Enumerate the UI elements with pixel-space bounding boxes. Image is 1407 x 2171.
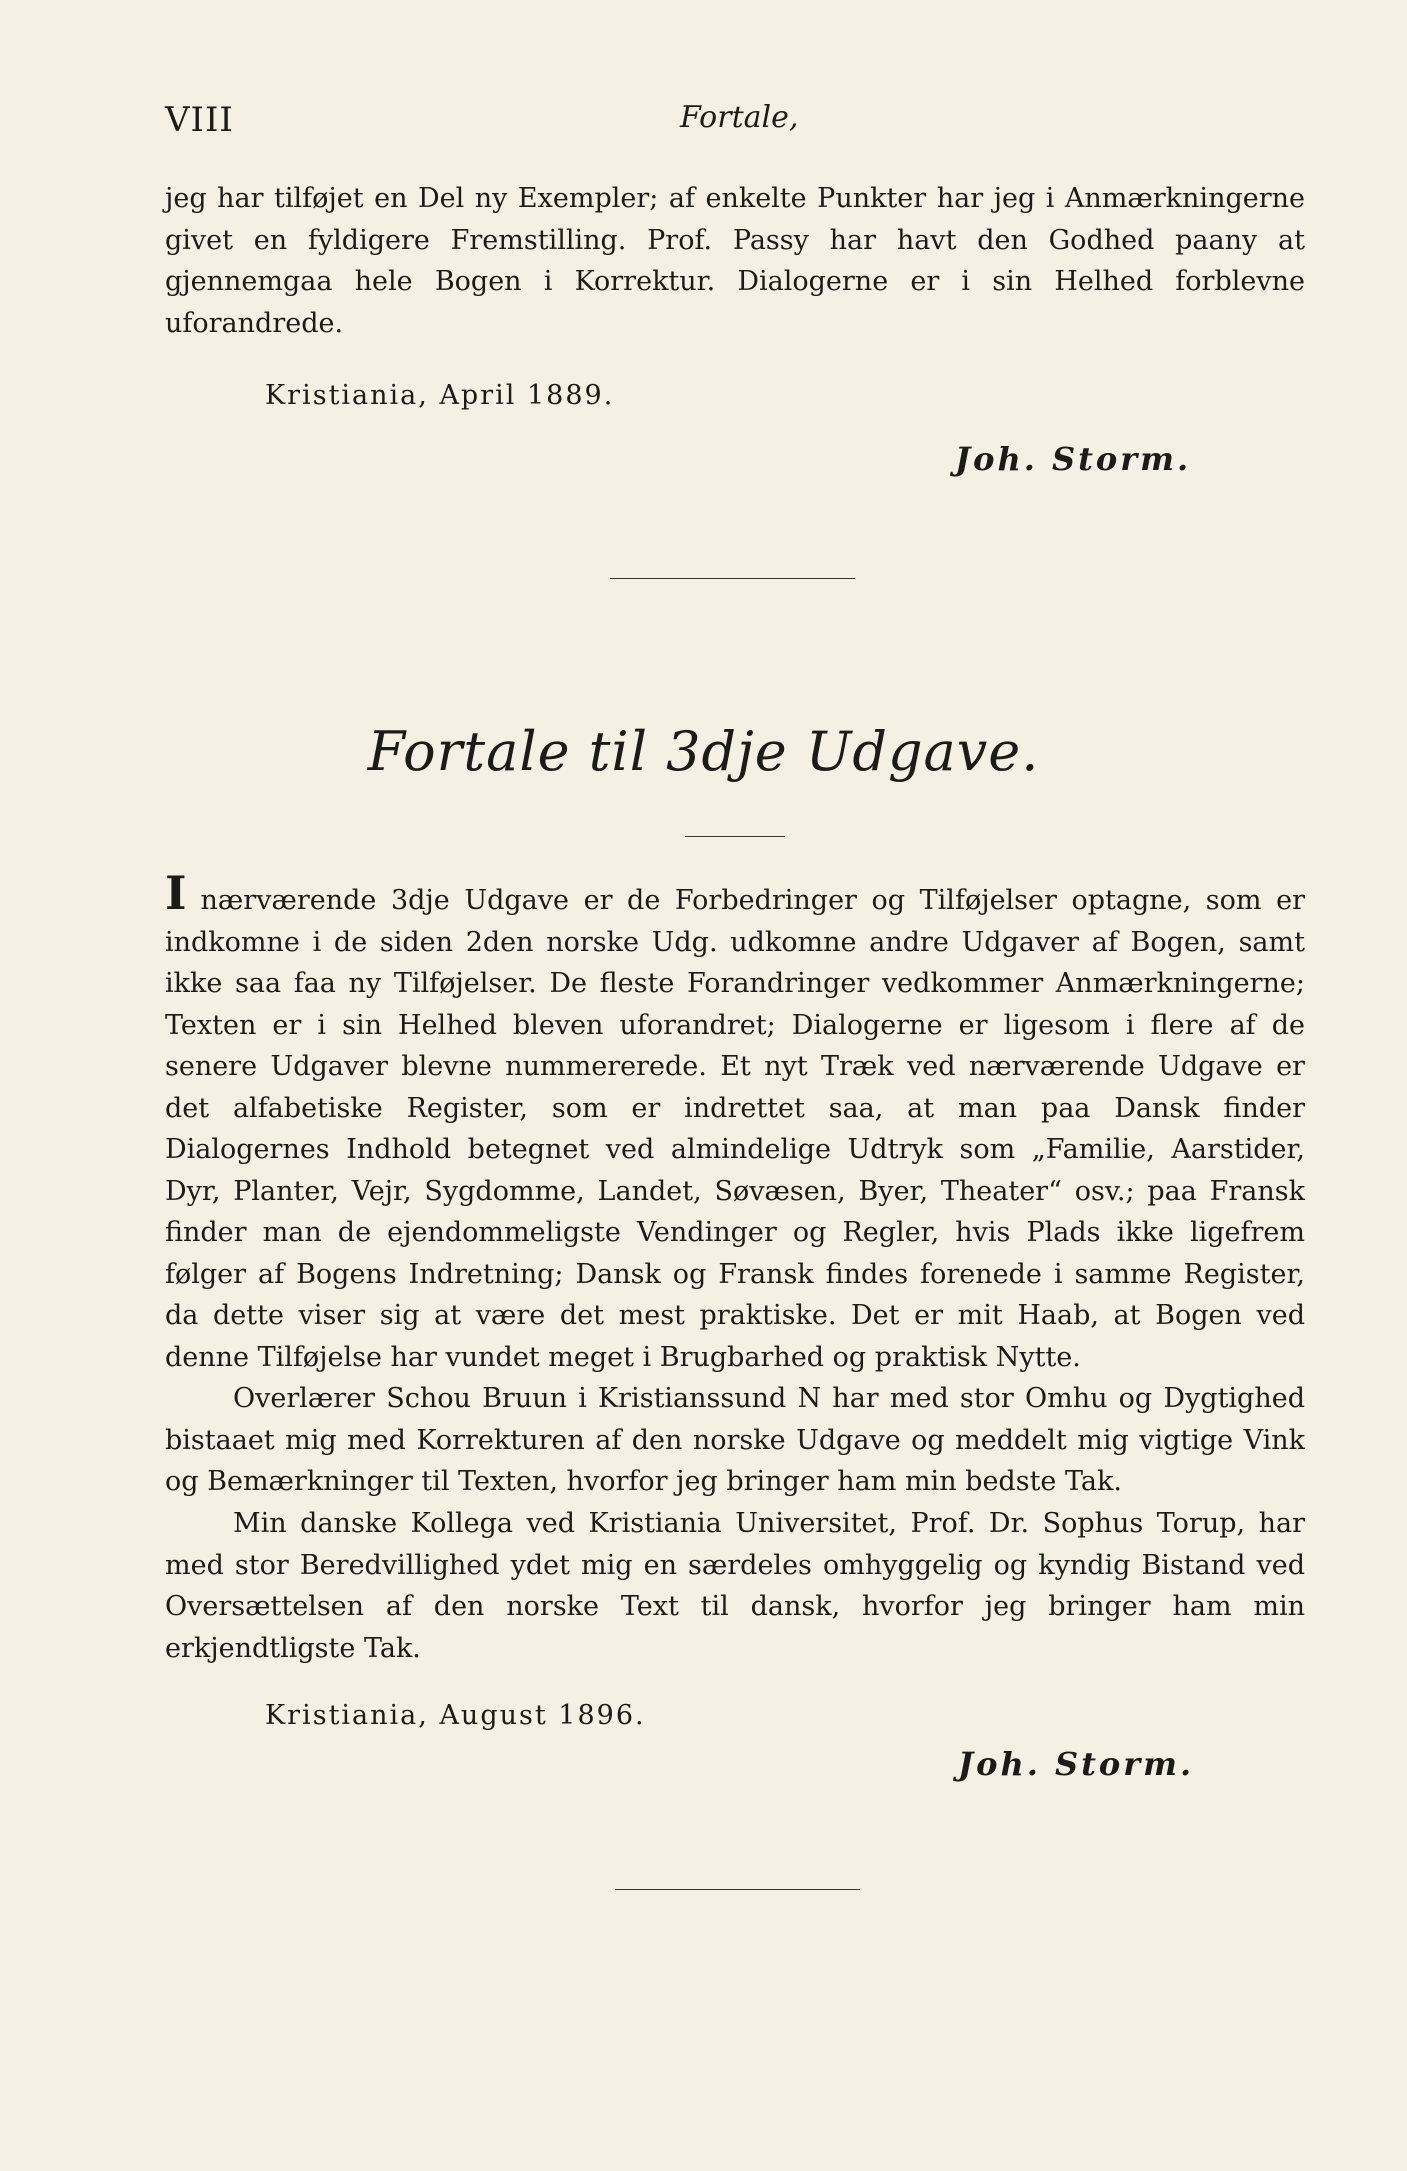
signature-1896: Joh. Storm. — [958, 1745, 1195, 1783]
page-number: VIII — [165, 100, 234, 140]
running-title: Fortale, — [680, 100, 799, 135]
previous-preface-closing-paragraph: jeg har tilføjet en Del ny Exempler; af enkelte Punkter har jeg i Anmærkningerne givet en fyldigere Fremstilling. Prof. Passy har havt den Godhed paany at gjennemgaa hele Bogen i Korrektur. Dialogerne er i sin Helhed forblevne uforandrede. — [165, 183, 1305, 339]
paragraph-1 — [165, 866, 1305, 1378]
drop-initial: I — [165, 866, 187, 920]
running-head — [165, 100, 1245, 150]
title-underline-rule — [685, 836, 785, 837]
signature-1889: Joh. Storm. — [955, 440, 1192, 478]
dateline-1896: Kristiania, August 1896. — [265, 1700, 646, 1731]
paragraph-3: Min danske Kollega ved Kristiania Universitet, Prof. Dr. Sophus Torup, har med stor Beredvillighed ydet mig en særdeles omhyggelig og kyndig Bistand ved Oversættelsen af den norske Text til dansk, hvorfor jeg bringer ham min erkjendtligste Tak. — [165, 1508, 1305, 1664]
dateline-1889: Kristiania, April 1889. — [265, 380, 615, 411]
section-title: Fortale til 3dje Udgave. — [367, 720, 1040, 783]
paragraph-2: Overlærer Schou Bruun i Kristianssund N har med stor Omhu og Dygtighed bistaaet mig med Korrekturen af den norske Udgave og meddelt mig vigtige Vink og Bemærkninger til Texten, hvorfor jeg bringer ham min bedste Tak. — [165, 1383, 1305, 1497]
paragraph-1-text: nærværende 3dje Udgave er de Forbedringer og Tilføjelser optagne, som er indkomne i de siden 2den norske Udg. udkomne andre Udgaver af Bogen, samt ikke saa faa ny Tilføjelser. De fleste Forandringer vedkommer Anmærkningerne; Texten er i sin Helhed bleven uforandret; Dialogerne er ligesom i flere af de senere Udgaver blevne nummererede. Et nyt Træk ved nærværende Udgave er det alfabetiske Register, som er indrettet saa, at man paa Dansk finder Dialogernes Indhold betegnet ved almindelige Udtryk som „Familie, Aarstider, Dyr, Planter, Vejr, Sygdomme, Landet, Søvæsen, Byer, Theater“ osv.; paa Fransk finder man de ejendommeligste Vendinger og Regler, hvis Plads ikke ligefrem følger af Bogens Indretning; Dansk og Fransk findes forenede i samme Register, da dette viser sig at være det mest praktiske. Det er mit Haab, at Bogen ved denne Tilføjelse har vundet meget i Brugbarhed og praktisk Nytte. — [165, 885, 1305, 1373]
end-rule — [615, 1889, 860, 1890]
section-divider-rule — [610, 578, 855, 579]
